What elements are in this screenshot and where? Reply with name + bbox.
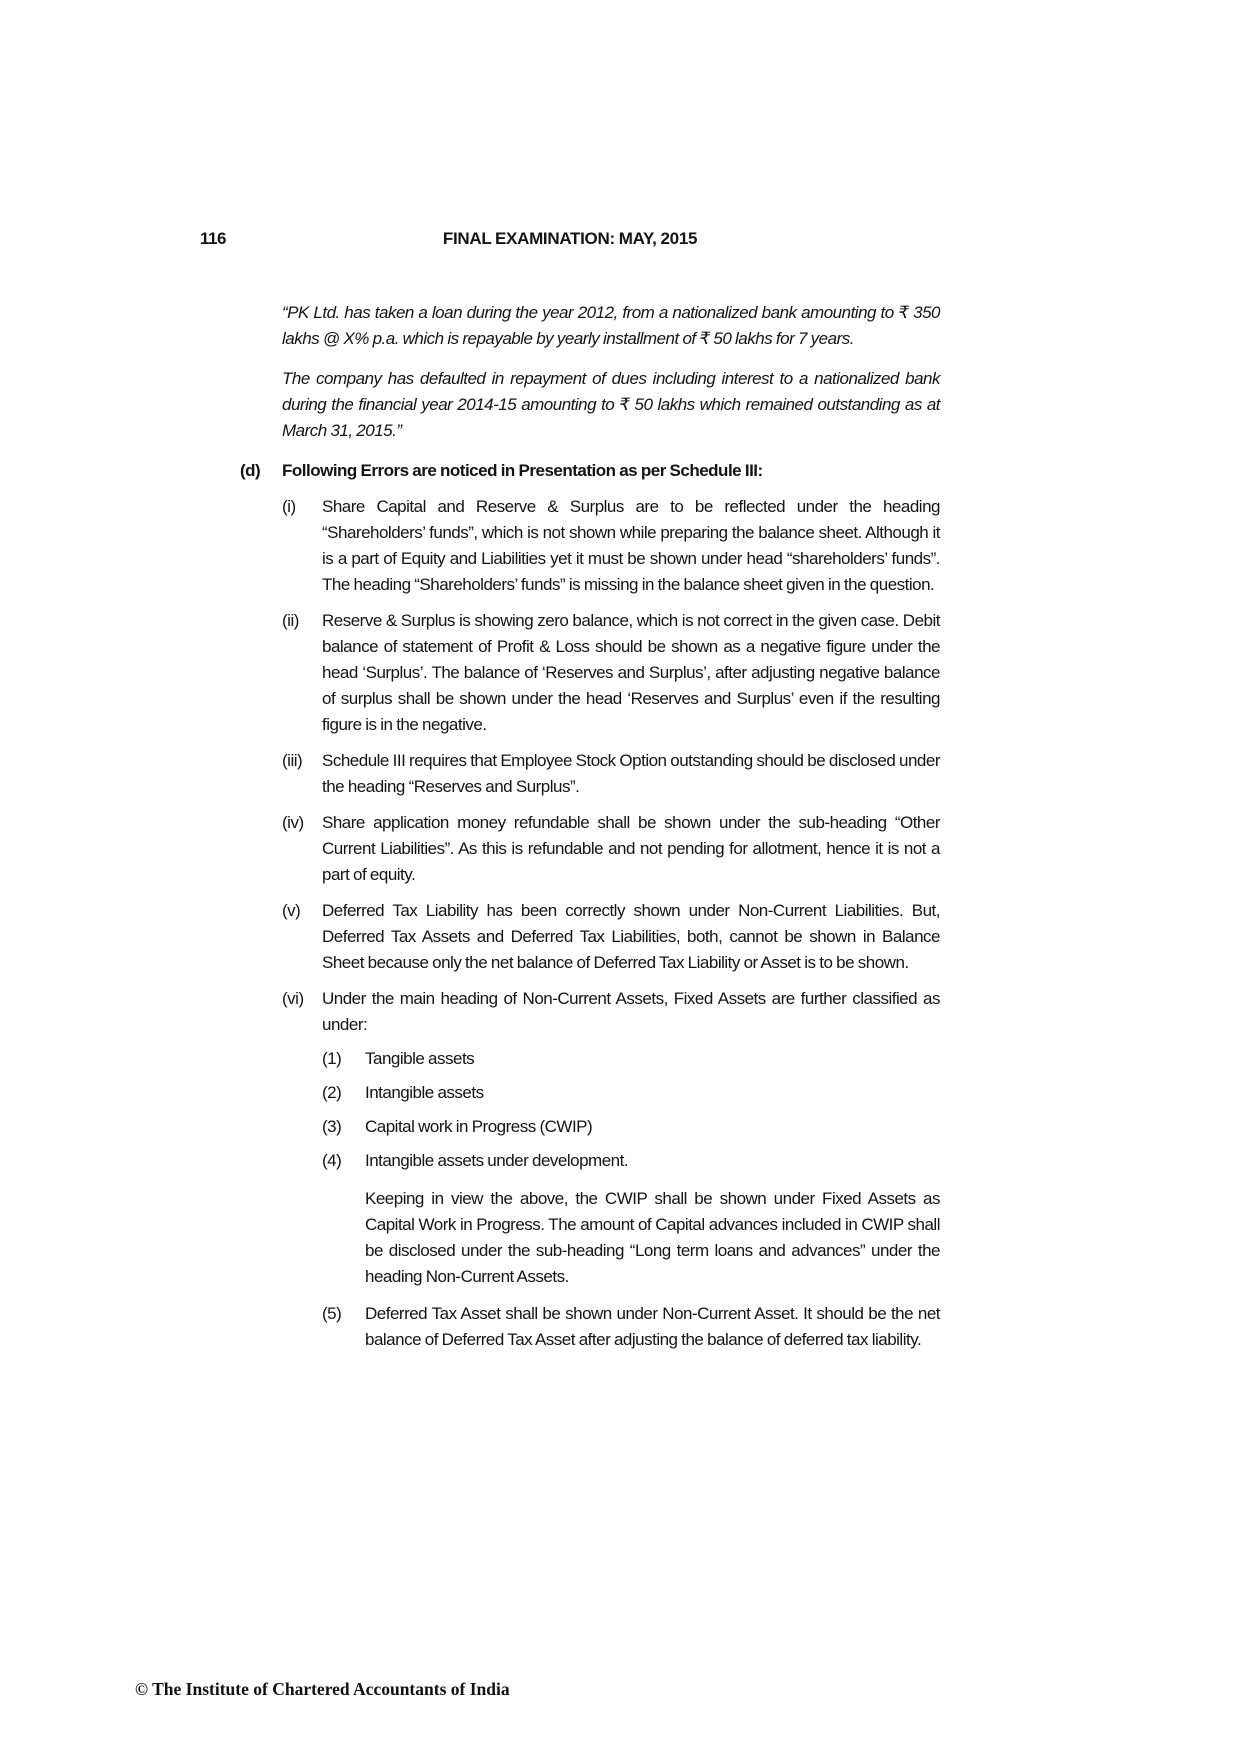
cwip-note-paragraph: Keeping in view the above, the CWIP shall be shown under Fixed Assets as Capital Work in Progress. The amount of Capital advances included in CWIP shall be disclosed under the sub-heading “Long term loans and advances” under the heading Non-Current Assets. [365, 1189, 940, 1286]
list-item-text: Under the main heading of Non-Current Assets, Fixed Assets are further classified as under: [322, 989, 940, 1034]
sub-item-text: Intangible assets [365, 1083, 484, 1102]
footer-copyright: © The Institute of Chartered Accountants of India [135, 1679, 510, 1699]
page-header-row [200, 226, 940, 252]
sub-item-1 [322, 1046, 940, 1072]
list-item-label: (v) [282, 901, 301, 920]
sub-item-text: Capital work in Progress (CWIP) [365, 1117, 593, 1136]
quote-block [282, 300, 940, 444]
list-item-text: Schedule III requires that Employee Stock Option outstanding should be disclosed under the heading “Reserves and Surplus”. [322, 751, 940, 796]
sub-item-3 [322, 1114, 940, 1140]
list-item-text: Deferred Tax Liability has been correctly shown under Non-Current Liabilities. But, Deferred Tax Assets and Deferred Tax Liabilities, both, cannot be shown in Balance Sheet because only the net balance of Deferred Tax Liability or Asset is to be shown. [322, 901, 940, 972]
sub-item-2 [322, 1080, 940, 1106]
list-item-ii [282, 608, 940, 738]
sub-item-label: (4) [322, 1151, 342, 1170]
sub-item-label: (1) [322, 1049, 342, 1068]
list-item-vi [282, 986, 940, 1038]
list-item-i [282, 494, 940, 598]
sub-item-label: (3) [322, 1117, 342, 1136]
section-d-heading-row [240, 458, 940, 484]
page-header-title: FINAL EXAMINATION: MAY, 2015 [442, 229, 698, 248]
list-item-label: (iv) [282, 813, 304, 832]
page-number: 116 [200, 229, 226, 248]
sub-item-label: (2) [322, 1083, 342, 1102]
list-item-label: (i) [282, 497, 296, 516]
list-item-v [282, 898, 940, 976]
list-item-label: (iii) [282, 751, 303, 770]
section-d [200, 458, 940, 1353]
list-item-text: Share application money refundable shall be shown under the sub-heading “Other Current Liabilities”. As this is refundable and not pending for allotment, hence it is not a part of equity. [322, 813, 940, 884]
sub-item-text: Intangible assets under development. [365, 1151, 629, 1170]
section-d-label: (d) [240, 461, 261, 480]
page-content [200, 226, 940, 1353]
quote-paragraph-2: The company has defaulted in repayment of dues including interest to a nationalized bank during the financial year 2014-15 amounting to ₹ 50 lakhs which remained outstanding as at March 31, 2015.” [282, 369, 940, 440]
list-item-label: (ii) [282, 611, 299, 630]
list-item-text: Share Capital and Reserve & Surplus are to be reflected under the heading “Shareholders’ funds”, which is not shown while preparing the balance sheet. Although it is a part of Equity and Liabilities yet it must be shown under head “shareholders’ funds”. The heading “Shareholders’ funds” is missing in the balance sheet given in the question. [322, 497, 940, 594]
sub-item-label: (5) [322, 1304, 342, 1323]
sub-item-text: Deferred Tax Asset shall be shown under Non-Current Asset. It should be the net balance of Deferred Tax Asset after adjusting the balance of deferred tax liability. [365, 1304, 940, 1349]
quote-paragraph-1: “PK Ltd. has taken a loan during the year 2012, from a nationalized bank amounting to ₹ 350 lakhs @ X% p.a. which is repayable by yearly installment of ₹ 50 lakhs for 7 years. [282, 303, 940, 348]
section-d-title: Following Errors are noticed in Presentation as per Schedule III: [282, 461, 763, 480]
list-item-label: (vi) [282, 989, 304, 1008]
list-item-iv [282, 810, 940, 888]
sub-item-4 [322, 1148, 940, 1174]
sub-item-text: Tangible assets [365, 1049, 475, 1068]
sub-item-5 [322, 1301, 940, 1353]
list-item-iii [282, 748, 940, 800]
list-item-text: Reserve & Surplus is showing zero balance, which is not correct in the given case. Debit balance of statement of Profit & Loss should be shown as a negative figure under the head ‘Surplus’. The balance of ‘Reserves and Surplus’, after adjusting negative balance of surplus shall be shown under the head ‘Reserves and Surplus’ even if the resulting figure is in the negative. [322, 611, 940, 734]
